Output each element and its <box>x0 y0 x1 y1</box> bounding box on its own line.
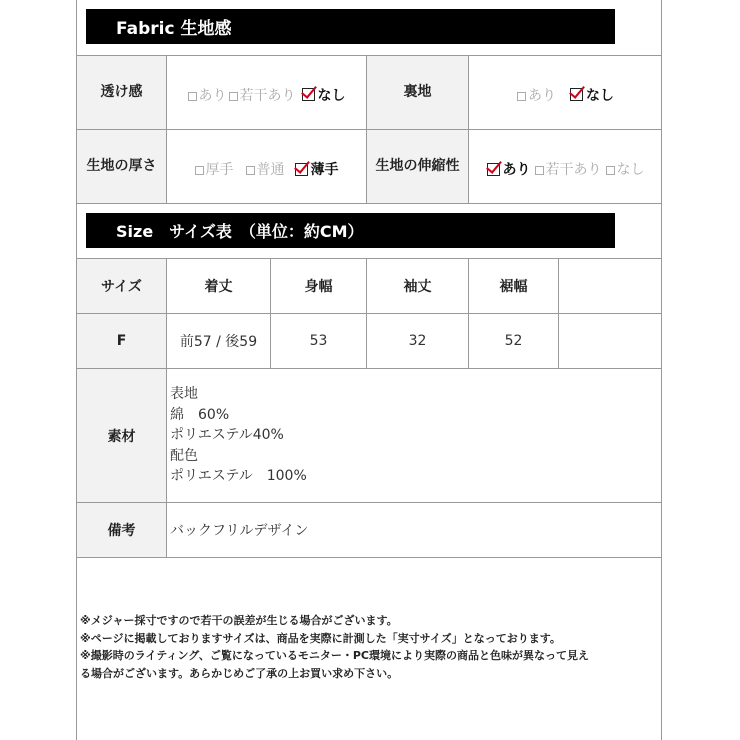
material-line: ポリエステル 100% <box>170 468 307 484</box>
unchecked-box-icon <box>535 166 544 175</box>
material-list <box>170 384 307 487</box>
option-lining-ari: あり <box>517 85 556 105</box>
note-line: ※ページに掲載しておりますサイズは、商品を実際に計測した「実寸サイズ」となっております。 <box>80 631 561 645</box>
checked-box-icon <box>487 163 500 176</box>
material-line: 綿 60% <box>170 406 230 423</box>
unchecked-box-icon <box>195 166 204 175</box>
option-transparency-ari: あり <box>188 85 227 105</box>
size-value-empty <box>559 314 662 368</box>
material-line: ポリエステル40% <box>170 427 284 443</box>
size-col-width: 身幅 <box>304 279 333 295</box>
option-transparency-nashi: なし <box>302 85 346 105</box>
checked-box-icon <box>302 88 315 101</box>
note-line: ※撮影時のライティング、ご覧になっているモニター・PC環境により実際の商品と色味が異なって見え <box>80 649 589 663</box>
note-line: る場合がございます。あらかじめご了承の上お買い求め下さい。 <box>80 667 399 681</box>
unchecked-box-icon <box>246 166 255 175</box>
unchecked-box-icon <box>229 92 238 101</box>
note-line: ※メジャー採寸ですので若干の誤差が生じる場合がございます。 <box>80 614 398 627</box>
size-value-hem: 52 <box>504 333 523 349</box>
option-thickness-thick: 厚手 <box>195 159 234 179</box>
checked-box-icon <box>570 88 583 101</box>
remarks-value: バックフリルデザイン <box>170 523 309 539</box>
option-transparency-slight: 若干あり <box>229 85 296 105</box>
fabric-header-text: Fabric 生地感 <box>116 19 232 39</box>
lining-options <box>469 60 662 129</box>
transparency-options <box>167 60 366 129</box>
size-col-hem: 裾幅 <box>499 279 528 295</box>
label-material: 素材 <box>107 428 136 445</box>
thickness-options <box>167 135 366 203</box>
size-row-label: F <box>116 333 127 349</box>
option-stretch-nashi: なし <box>606 159 645 179</box>
option-thickness-normal: 普通 <box>246 159 285 179</box>
label-transparency: 透け感 <box>100 84 143 100</box>
size-col-size: サイズ <box>101 279 142 295</box>
unchecked-box-icon <box>517 92 526 101</box>
material-line: 配色 <box>170 447 198 464</box>
stretch-options <box>469 135 662 203</box>
option-stretch-slight: 若干あり <box>535 159 602 179</box>
size-header-text: Size サイズ表 （単位：約CM） <box>116 222 364 241</box>
material-line: 表地 <box>170 386 198 402</box>
unchecked-box-icon <box>188 92 197 101</box>
unchecked-box-icon <box>606 166 615 175</box>
checked-box-icon <box>295 163 308 176</box>
notes <box>80 612 660 683</box>
option-thickness-thin: 薄手 <box>295 159 339 179</box>
label-stretch: 生地の伸縮性 <box>375 158 460 174</box>
option-lining-nashi: なし <box>570 85 614 105</box>
size-value-sleeve: 32 <box>408 333 427 349</box>
size-header <box>86 213 615 248</box>
size-value-length: 前57 / 後59 <box>179 334 258 350</box>
fabric-header <box>86 9 615 44</box>
label-remarks: 備考 <box>107 523 136 539</box>
size-col-length: 着丈 <box>204 279 233 295</box>
size-col-sleeve: 袖丈 <box>403 279 432 295</box>
option-stretch-ari: あり <box>487 159 531 179</box>
size-col-empty <box>559 259 662 313</box>
label-lining: 裏地 <box>403 84 432 100</box>
label-thickness: 生地の厚さ <box>86 158 157 174</box>
size-value-width: 53 <box>309 333 328 349</box>
